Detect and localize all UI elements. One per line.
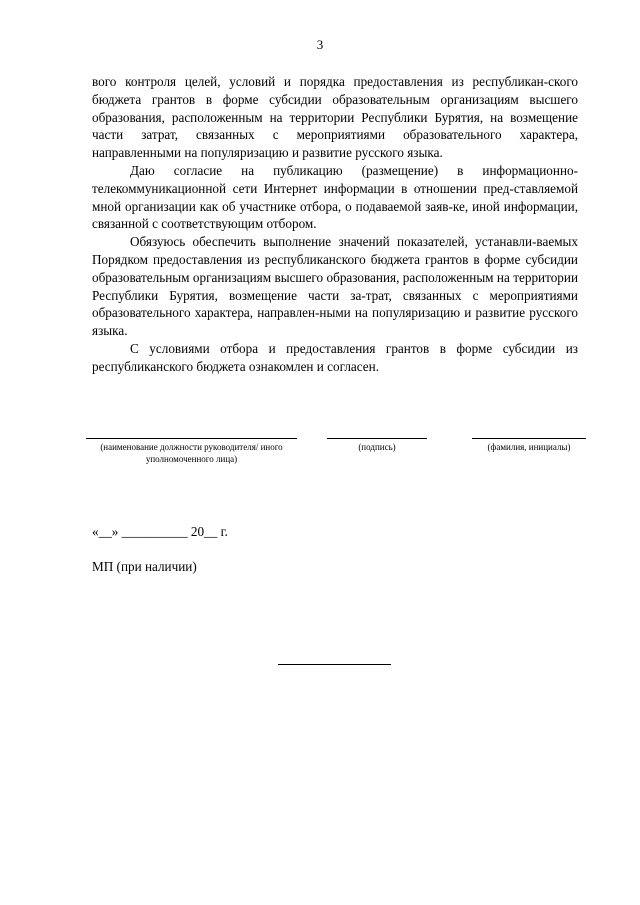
position-caption: (наименование должности руководителя/ иного уполномоченного лица)	[100, 442, 283, 464]
paragraph-consent-publication: Даю согласие на публикацию (размещение) в информационно-телекоммуникационной сети Интернет информации в отношении пред-ставляемой мной организации как об участнике отбора, о подаваемой заяв-ке, иной информации, связанной с соответствующим отбором.	[92, 162, 578, 232]
signature-caption: (подпись)	[358, 442, 396, 452]
page-number: 3	[316, 37, 324, 52]
stamp-label: МП (при наличии)	[92, 559, 197, 574]
paragraph-continuation: вого контроля целей, условий и порядка предоставления из республикан-ского бюджета грантов в форме субсидии образовательным организациям высшего образования, расположенным на территории Республики Бурятия, на возмещение части затрат, связанных с мероприятиями образовательного характера, направленными на популяризацию и развитие русского языка.	[92, 74, 578, 161]
signature-line	[327, 438, 427, 453]
end-divider	[278, 664, 391, 665]
position-signature-line	[86, 438, 297, 465]
paragraph-acknowledgement: С условиями отбора и предоставления грантов в форме субсидии из республиканского бюджета ознакомлен и согласен.	[92, 340, 578, 374]
document-body	[92, 73, 578, 376]
signature-block	[0, 438, 640, 478]
paragraph-obligation: Обязуюсь обеспечить выполнение значений показателей, устанавли-ваемых Порядком предоставления из республиканского бюджета грантов в форме субсидии образовательным организациям высшего образования, расположенным на территории Республики Бурятия, возмещение части за-трат, связанных с мероприятиями образовательного характера, направлен-ными на популяризацию и развитие русского языка.	[92, 234, 578, 339]
name-signature-line	[472, 438, 586, 453]
name-caption: (фамилия, инициалы)	[487, 442, 571, 452]
date-line: «__» __________ 20__ г.	[92, 524, 228, 539]
